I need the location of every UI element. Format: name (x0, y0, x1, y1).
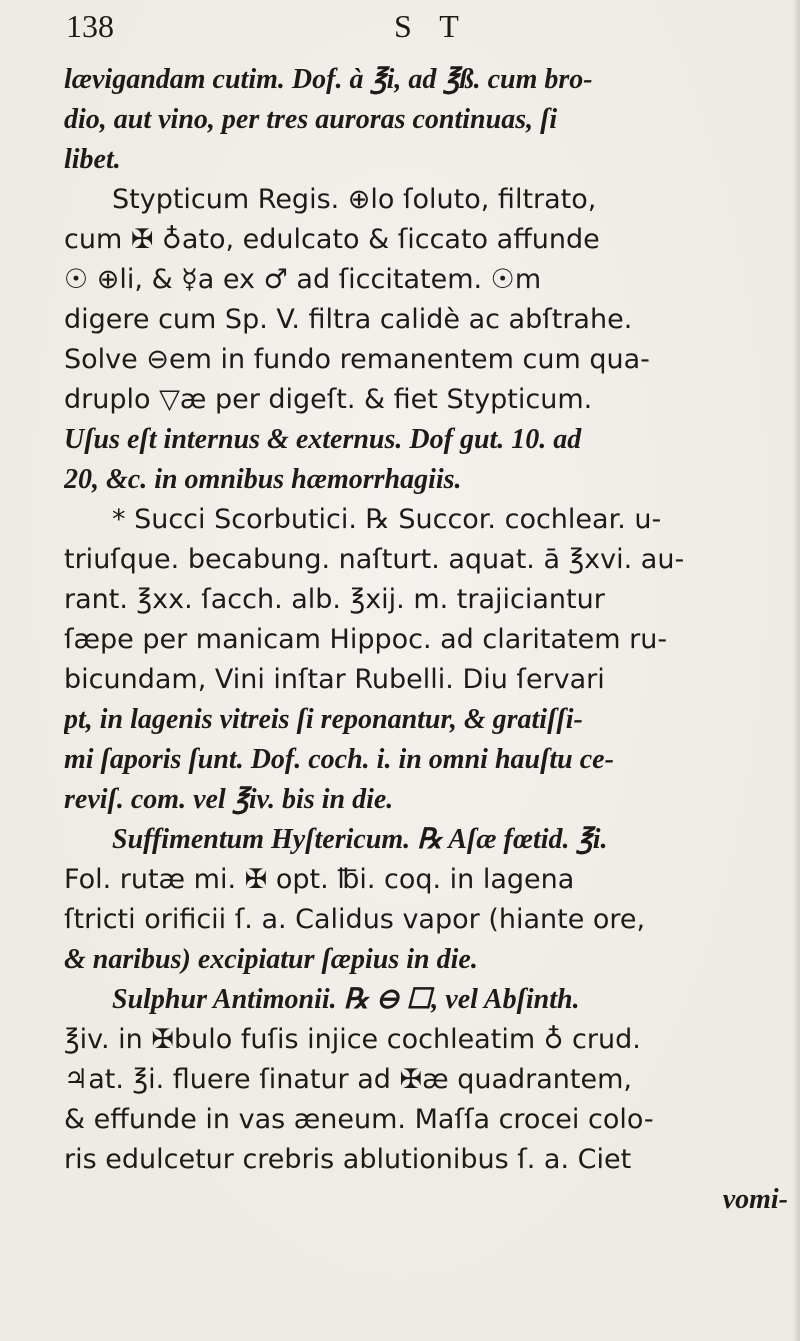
text-line: vomi- (722, 1184, 788, 1215)
text-line: Suffimentum Hyſtericum. ℞ Aſæ fœtid. ℥i. (112, 824, 608, 855)
text-line: & effunde in vas æneum. Maſſa crocei colo- (64, 1104, 654, 1135)
text-line: ſtricti orificii ſ. a. Calidus vapor (hiante ore, (64, 904, 646, 935)
page-number: 138 (66, 8, 114, 44)
text-line: Sulphur Antimonii. ℞ ⊖ ☐, vel Abſinth. (112, 984, 580, 1015)
text-line: rant. ℥xx. ſacch. alb. ℥xij. m. trajiciantur (64, 584, 605, 615)
text-line: mi ſaporis ſunt. Dof. coch. i. in omni hauſtu ce- (64, 744, 614, 775)
text-line: Fol. rutæ mi. ✠ opt. ℔i. coq. in lagena (64, 864, 575, 895)
body-text (64, 60, 788, 1220)
text-line: ℥iv. in ✠bulo fuſis injice cochleatim ♁ crud. (64, 1024, 641, 1055)
text-line: ris edulcetur crebris ablutionibus ſ. a. Ciet (64, 1144, 632, 1175)
text-line: pt, in lagenis vitreis ſi reponantur, & gratiſſi- (64, 704, 583, 735)
text-line: libet. (64, 144, 121, 175)
page-header (60, 8, 760, 48)
text-line: digere cum Sp. V. filtra calidè ac abſtrahe. (64, 304, 633, 335)
text-line: * Succi Scorbutici. ℞ Succor. cochlear. u- (112, 504, 662, 535)
text-line: Solve ⊖em in fundo remanentem cum qua- (64, 344, 650, 375)
text-line: bicundam, Vini inſtar Rubelli. Diu ſervari (64, 664, 605, 695)
text-line: druplo ▽æ per digeſt. & fiet Stypticum. (64, 384, 593, 415)
text-line: ♃at. ℥i. fluere ſinatur ad ✠æ quadrantem, (64, 1064, 633, 1095)
text-line: dio, aut vino, per tres auroras continuas, ſi (64, 104, 558, 135)
text-line: 20, &c. in omnibus hæmorrhagiis. (64, 464, 462, 495)
running-head: S T (394, 8, 469, 44)
text-line: & naribus) excipiatur ſæpius in die. (64, 944, 478, 975)
text-line: reviſ. com. vel ℥iv. bis in die. (64, 784, 394, 815)
text-line: Uſus eſt internus & externus. Dof gut. 10. ad (64, 424, 582, 455)
text-line: ſæpe per manicam Hippoc. ad claritatem ru- (64, 624, 668, 655)
page-edge-shadow (792, 0, 800, 1341)
text-line: triuſque. becabung. naſturt. aquat. ā ℥xvi. au- (64, 544, 685, 575)
text-line: ☉ ⊕li, & ☿a ex ♂ ad ſiccitatem. ☉m (64, 264, 542, 295)
text-line: cum ✠ ♁ato, edulcato & ſiccato affunde (64, 224, 600, 255)
text-line: Stypticum Regis. ⊕lo ſoluto, filtrato, (112, 184, 597, 215)
text-line: lævigandam cutim. Dof. à ℥i, ad ℥ß. cum bro- (64, 64, 593, 95)
